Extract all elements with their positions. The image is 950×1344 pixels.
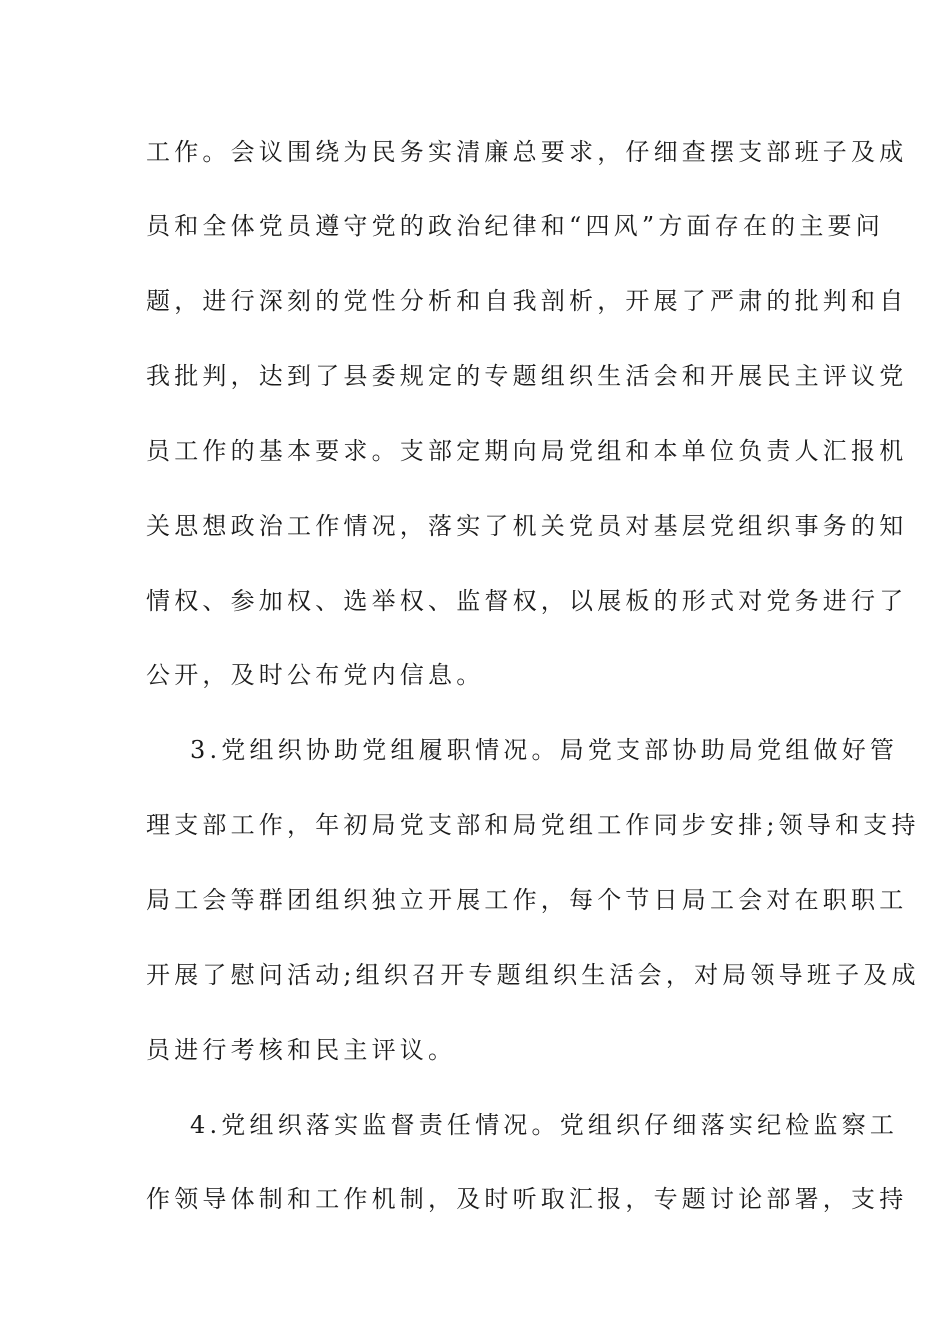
paragraph-line: 理支部工作，年初局党支部和局党组工作同步安排;领导和支持 [146, 811, 920, 839]
paragraph-line: 开展了慰问活动;组织召开专题组织生活会，对局领导班子及成 [146, 961, 920, 989]
paragraph-line: 公开，及时公布党内信息。 [146, 661, 485, 689]
paragraph-line: 作领导体制和工作机制，及时听取汇报，专题讨论部署，支持 [146, 1185, 908, 1213]
paragraph-line: 员工作的基本要求。支部定期向局党组和本单位负责人汇报机 [146, 437, 908, 465]
paragraph-line: 我批判，达到了县委规定的专题组织生活会和开展民主评议党 [146, 362, 908, 390]
paragraph-line: 3.党组织协助党组履职情况。局党支部协助局党组做好管 [190, 736, 899, 764]
paragraph-line: 工作。会议围绕为民务实清廉总要求，仔细查摆支部班子及成 [146, 138, 908, 166]
paragraph-line: 员和全体党员遵守党的政治纪律和“四风”方面存在的主要问 [146, 212, 884, 240]
paragraph-line: 情权、参加权、选举权、监督权，以展板的形式对党务进行了 [146, 587, 908, 615]
paragraph-line: 4.党组织落实监督责任情况。党组织仔细落实纪检监察工 [190, 1111, 899, 1139]
paragraph-line: 题，进行深刻的党性分析和自我剖析，开展了严肃的批判和自 [146, 287, 908, 315]
paragraph-line: 关思想政治工作情况，落实了机关党员对基层党组织事务的知 [146, 512, 908, 540]
paragraph-line: 员进行考核和民主评议。 [146, 1036, 457, 1064]
paragraph-line: 局工会等群团组织独立开展工作，每个节日局工会对在职职工 [146, 886, 908, 914]
